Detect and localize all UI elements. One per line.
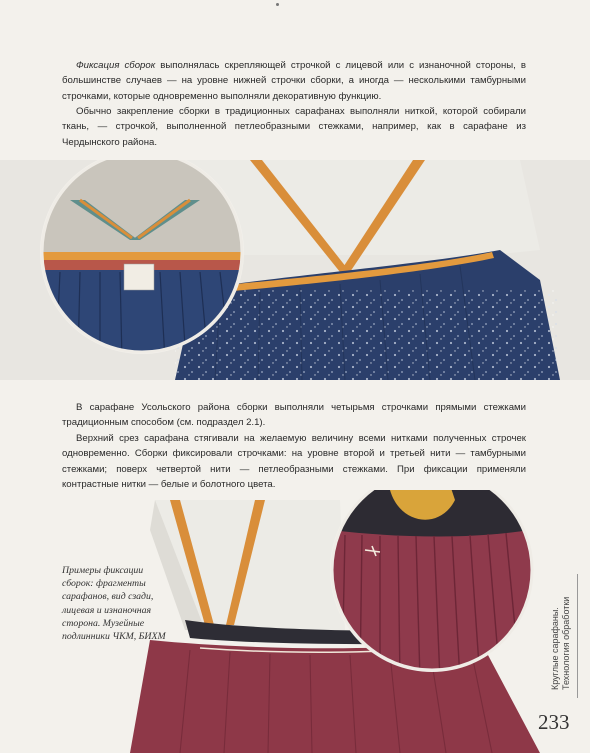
paragraph-cherdyn: Обычно закрепление сборки в традиционных сарафанах выполняли ниткой, которой собирали ткань, — строчкой, выполненной петлеобразными стежками, например, как в сарафане из Чердынского района. xyxy=(62,106,526,148)
running-header-line2: Технология обработки xyxy=(561,596,571,690)
running-header-line1: Круглые сарафаны. xyxy=(550,607,560,690)
term-fixation: Фиксация сборок xyxy=(76,60,156,71)
side-divider xyxy=(577,574,578,698)
photo-caption: Примеры фиксации сборок: фрагменты сарафанов, вид сзади, лицевая и изнаночная сторона. Музейные подлинники ЧКМ, БИХМ xyxy=(62,565,166,643)
paragraph-fixation-intro xyxy=(62,58,526,104)
page-dot xyxy=(276,3,279,6)
paragraph-text: выполнялась скрепляющей строчкой с лицевой или с изнаночной стороны, в большинстве случаев — на уровне нижней строчки сборки, а иногда — несколькими тамбурными строчками, которые одновременно выполняли декоративную функцию. xyxy=(62,60,527,102)
paragraph-usolye: В сарафане Усольского района сборки выполняли четырьмя строчками прямыми стежками традиционным способом (см. подраздел 2.1). xyxy=(62,402,526,429)
running-header xyxy=(550,597,572,690)
paragraph-gathering: Верхний срез сарафана стягивали на желаемую величину всеми нитками полученных строчек одновременно. Сборки фиксировали строчками: на уровне второй и третьей нити — тамбурными стежками; поверх четвертой нити — петлеобразными стежками. При фиксации применяли контрастные нитки — белые и болотного цвета. xyxy=(62,433,526,491)
page-number: 233 xyxy=(538,710,570,734)
photo-blue-sarafan xyxy=(0,160,590,380)
